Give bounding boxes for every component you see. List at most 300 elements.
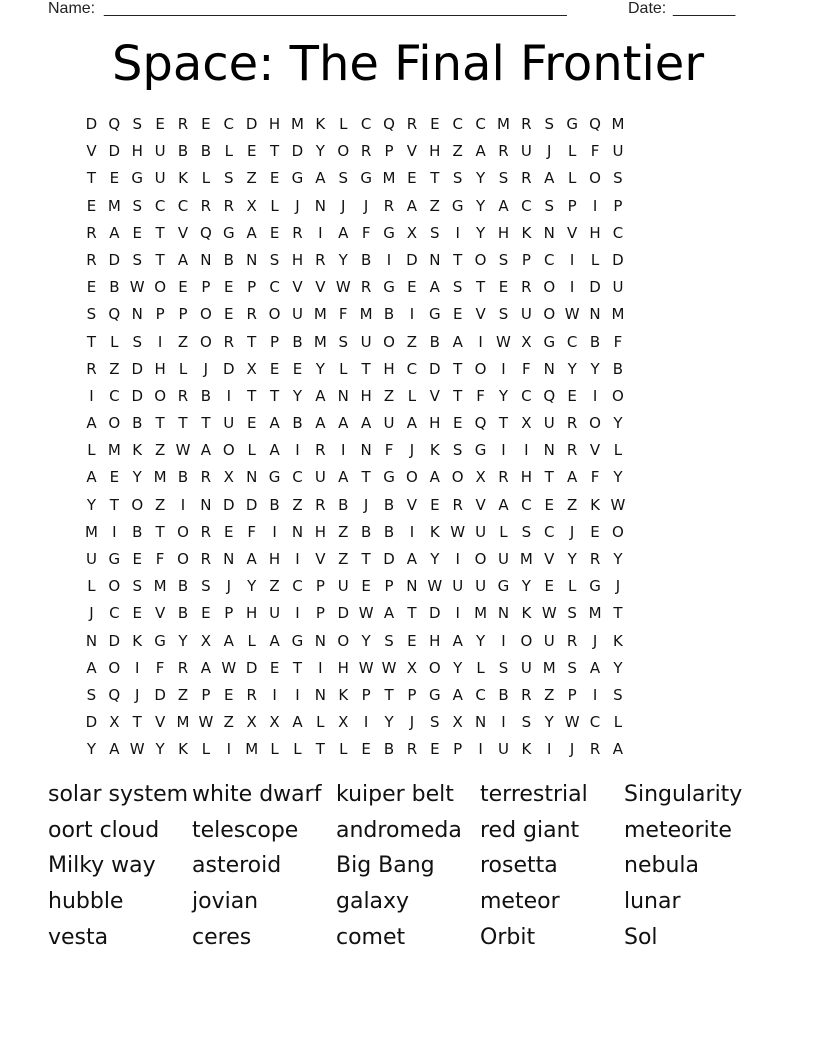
grid-letter: B (200, 386, 212, 405)
grid-letter: O (383, 332, 395, 351)
grid-letter: O (108, 577, 121, 596)
grid-letter: F (590, 468, 600, 487)
grid-letter: Y (498, 386, 509, 405)
grid-letter: R (406, 115, 418, 133)
grid-letter: W (564, 713, 580, 732)
grid-row (80, 519, 740, 546)
grid-letter: B (177, 604, 189, 623)
grid-letter: U (612, 142, 624, 161)
grid-letter: I (501, 631, 506, 650)
grid-letter: M (382, 169, 396, 188)
grid-letter: A (544, 169, 555, 188)
grid-letter: R (200, 468, 212, 487)
grid-letter: R (200, 550, 212, 568)
grid-letter: E (498, 278, 509, 297)
grid-letter: H (154, 359, 166, 378)
grid-letter: B (589, 332, 601, 351)
grid-letter: S (224, 169, 234, 188)
grid-letter: Q (108, 305, 121, 324)
grid-letter: K (132, 631, 143, 650)
grid-letter: X (269, 713, 280, 732)
grid-letter: H (429, 631, 441, 650)
grid-letter: Y (132, 468, 142, 487)
grid-letter: Y (315, 142, 325, 161)
grid-row (80, 165, 740, 192)
grid-letter: R (589, 740, 601, 759)
word-bank-item: ceres (192, 924, 252, 950)
grid-letter: E (132, 223, 142, 242)
grid-letter: S (613, 685, 623, 704)
word-bank-item: andromeda (336, 817, 462, 843)
grid-letter: Q (474, 414, 487, 433)
word-bank-row (48, 779, 768, 815)
grid-letter: A (200, 441, 212, 460)
grid-letter: N (314, 196, 326, 215)
grid-letter: A (223, 631, 234, 650)
grid-letter: R (315, 441, 326, 460)
grid-letter: Q (108, 115, 121, 133)
grid-letter: J (409, 713, 415, 732)
grid-letter: S (544, 196, 555, 215)
grid-letter: J (363, 495, 369, 514)
grid-letter: I (501, 713, 506, 732)
grid-letter: M (176, 713, 190, 732)
grid-letter: B (269, 495, 280, 514)
word-bank-item: meteor (480, 889, 560, 915)
grid-letter: A (567, 468, 578, 487)
grid-letter: I (386, 250, 392, 269)
grid-letter: U (497, 740, 509, 759)
grid-letter: R (521, 115, 532, 133)
grid-letter: E (269, 223, 280, 242)
word-bank-item: terrestrial (480, 782, 588, 807)
grid-letter: T (247, 332, 257, 351)
grid-letter: E (361, 577, 371, 596)
grid-letter: U (383, 414, 395, 433)
grid-letter: G (383, 468, 395, 487)
grid-letter: A (383, 604, 395, 623)
grid-letter: O (199, 332, 212, 351)
grid-letter: L (224, 142, 233, 161)
grid-letter: L (178, 359, 188, 378)
grid-letter: N (543, 359, 555, 378)
grid-letter: G (222, 223, 235, 242)
grid-letter: B (338, 495, 349, 514)
grid-letter: L (270, 196, 279, 215)
grid-letter: N (337, 386, 349, 405)
grid-letter: N (406, 577, 418, 596)
grid-letter: A (498, 495, 509, 514)
grid-letter: A (452, 631, 463, 650)
grid-letter: L (270, 740, 279, 759)
grid-letter: W (358, 604, 374, 623)
grid-letter: G (383, 278, 395, 297)
grid-letter: F (522, 359, 531, 378)
grid-letter: T (109, 495, 119, 514)
grid-letter: T (498, 414, 509, 433)
grid-letter: N (497, 604, 510, 623)
grid-letter: X (521, 332, 532, 351)
grid-letter: B (360, 522, 372, 541)
grid-letter: I (547, 740, 552, 759)
grid-letter: I (318, 658, 323, 677)
grid-letter: P (384, 577, 394, 596)
word-bank-item: nebula (624, 853, 699, 879)
name-label: Name: (48, 0, 96, 17)
grid-letter: Z (544, 685, 555, 704)
grid-letter: V (315, 550, 326, 568)
grid-letter: R (315, 495, 326, 514)
date-field[interactable]: _______ (673, 0, 736, 17)
grid-letter: U (269, 604, 281, 623)
grid-letter: C (475, 685, 486, 704)
grid-letter: N (246, 250, 258, 269)
grid-letter: E (590, 522, 600, 541)
grid-letter: C (544, 250, 555, 269)
grid-letter: D (223, 359, 235, 378)
grid-letter: P (315, 604, 325, 623)
grid-letter: S (498, 305, 509, 324)
name-field[interactable]: ____________________________________________________ (104, 0, 567, 17)
grid-letter: H (131, 142, 143, 161)
grid-letter: S (521, 713, 532, 732)
grid-letter: N (291, 522, 304, 541)
grid-row (80, 492, 740, 519)
grid-row (80, 111, 740, 138)
grid-row (80, 709, 740, 736)
date-label: Date: (628, 0, 667, 17)
grid-letter: I (226, 740, 231, 759)
grid-letter: Y (567, 550, 577, 568)
grid-letter: I (363, 713, 369, 732)
grid-letter: U (452, 577, 464, 596)
grid-letter: Y (544, 713, 554, 732)
grid-letter: B (292, 414, 303, 433)
grid-letter: R (566, 631, 578, 650)
grid-letter: D (406, 250, 418, 269)
grid-letter: L (87, 441, 96, 460)
grid-letter: I (569, 250, 575, 269)
grid-letter: E (224, 522, 234, 541)
grid-letter: A (406, 196, 418, 215)
grid-letter: C (292, 468, 303, 487)
word-bank (48, 779, 768, 957)
grid-letter: P (247, 278, 257, 297)
grid-letter: N (360, 441, 372, 460)
grid-letter: M (588, 604, 602, 623)
grid-letter: D (337, 604, 350, 623)
grid-letter: N (246, 468, 258, 487)
grid-letter: B (177, 142, 189, 161)
grid-letter: W (198, 713, 214, 732)
grid-letter: K (521, 740, 532, 759)
grid-letter: X (246, 196, 257, 215)
grid-letter: A (338, 223, 349, 242)
grid-letter: K (429, 441, 440, 460)
grid-row (80, 736, 740, 763)
grid-letter: J (89, 604, 94, 623)
grid-letter: Z (338, 522, 349, 541)
grid-letter: A (338, 468, 349, 487)
grid-letter: C (109, 386, 120, 405)
grid-letter: I (295, 685, 300, 704)
grid-letter: E (224, 685, 234, 704)
grid-letter: E (155, 115, 165, 133)
grid-letter: O (428, 658, 441, 677)
grid-letter: H (360, 386, 372, 405)
grid-letter: T (384, 685, 394, 704)
grid-letter: G (428, 305, 441, 324)
grid-letter: H (429, 414, 441, 433)
grid-letter: T (453, 359, 463, 378)
grid-letter: R (360, 278, 372, 297)
grid-row (80, 220, 740, 247)
grid-letter: M (84, 522, 98, 541)
grid-letter: M (107, 196, 121, 215)
grid-letter: E (178, 278, 188, 297)
grid-letter: N (589, 305, 601, 324)
word-bank-item: hubble (48, 889, 124, 915)
grid-letter: B (223, 250, 234, 269)
grid-letter: O (108, 414, 121, 433)
grid-letter: R (521, 169, 532, 188)
grid-letter: T (201, 414, 211, 433)
grid-letter: H (246, 604, 258, 623)
grid-letter: V (567, 223, 578, 242)
grid-letter: Q (543, 386, 556, 405)
grid-letter: D (154, 685, 166, 704)
grid-letter: C (521, 196, 532, 215)
grid-letter: H (497, 223, 510, 242)
grid-letter: U (154, 142, 166, 161)
grid-letter: Y (384, 713, 394, 732)
grid-letter: C (269, 278, 280, 297)
grid-letter: P (155, 305, 165, 324)
grid-letter: S (567, 604, 577, 623)
grid-letter: W (175, 441, 191, 460)
grid-letter: D (108, 142, 121, 161)
grid-letter: U (520, 305, 532, 324)
grid-letter: C (475, 115, 486, 133)
grid-letter: W (450, 522, 466, 541)
grid-letter: R (200, 522, 212, 541)
grid-letter: S (132, 250, 142, 269)
grid-letter: I (318, 223, 323, 242)
grid-letter: S (132, 332, 142, 351)
grid-letter: I (592, 196, 598, 215)
grid-letter: A (269, 414, 280, 433)
grid-letter: P (178, 305, 188, 324)
grid-letter: I (341, 441, 346, 460)
grid-letter: L (247, 441, 256, 460)
grid-letter: T (361, 359, 371, 378)
grid-letter: Y (315, 359, 325, 378)
grid-letter: I (455, 550, 460, 568)
grid-letter: G (383, 223, 395, 242)
grid-letter: R (177, 115, 189, 133)
grid-letter: A (200, 658, 212, 677)
grid-letter: J (569, 522, 575, 541)
grid-letter: T (247, 386, 257, 405)
grid-letter: I (478, 332, 483, 351)
grid-letter: Y (613, 414, 623, 433)
grid-letter: R (566, 441, 578, 460)
grid-letter: E (201, 115, 211, 133)
grid-letter: J (363, 196, 369, 215)
grid-letter: Y (178, 631, 188, 650)
grid-letter: L (567, 142, 577, 161)
word-bank-item: kuiper belt (336, 782, 454, 807)
grid-letter: S (132, 115, 142, 133)
grid-letter: L (590, 250, 600, 269)
grid-letter: P (567, 196, 577, 215)
grid-letter: C (360, 115, 372, 133)
grid-letter: O (268, 305, 281, 324)
grid-letter: V (154, 713, 166, 732)
grid-letter: Z (154, 495, 166, 514)
grid-row (80, 682, 740, 709)
grid-letter: M (153, 577, 167, 596)
grid-letter: T (155, 522, 165, 541)
grid-letter: I (180, 495, 186, 514)
grid-letter: I (478, 740, 483, 759)
grid-row (80, 546, 740, 573)
grid-letter: Y (476, 223, 486, 242)
grid-letter: A (429, 278, 440, 297)
grid-letter: B (383, 495, 395, 514)
grid-letter: L (339, 740, 348, 759)
grid-letter: E (567, 386, 577, 405)
grid-letter: R (223, 332, 234, 351)
grid-letter: N (85, 631, 98, 650)
grid-letter: B (383, 522, 395, 541)
grid-letter: A (315, 414, 326, 433)
grid-letter: T (453, 386, 463, 405)
grid-letter: X (406, 658, 418, 677)
grid-letter: O (612, 386, 624, 405)
grid-letter: Z (292, 495, 303, 514)
grid-letter: U (543, 414, 555, 433)
grid-letter: U (520, 142, 532, 161)
grid-letter: R (566, 414, 578, 433)
grid-letter: B (429, 332, 440, 351)
grid-letter: Y (476, 196, 486, 215)
grid-letter: C (292, 577, 303, 596)
grid-letter: G (131, 169, 144, 188)
word-bank-item: red giant (480, 817, 580, 843)
grid-letter: S (498, 250, 509, 269)
grid-letter: O (337, 631, 350, 650)
grid-letter: H (337, 658, 349, 677)
grid-letter: S (544, 115, 555, 133)
grid-letter: V (475, 305, 486, 324)
grid-letter: D (245, 658, 258, 677)
grid-letter: E (407, 631, 417, 650)
grid-letter: P (384, 142, 394, 161)
grid-letter: E (224, 305, 234, 324)
grid-letter: U (314, 468, 326, 487)
grid-letter: F (590, 142, 600, 161)
grid-letter: A (429, 468, 440, 487)
grid-letter: W (129, 278, 145, 297)
grid-letter: A (406, 550, 418, 568)
grid-letter: I (455, 604, 460, 623)
grid-letter: M (474, 604, 488, 623)
grid-letter: M (359, 305, 373, 324)
grid-letter: J (569, 740, 575, 759)
grid-letter: I (409, 522, 415, 541)
grid-letter: A (315, 169, 326, 188)
grid-letter: I (226, 386, 231, 405)
grid-letter: Y (613, 658, 623, 677)
grid-letter: W (129, 740, 145, 759)
grid-letter: Z (338, 550, 349, 568)
grid-letter: U (291, 305, 303, 324)
grid-letter: X (452, 713, 463, 732)
grid-letter: F (247, 522, 256, 541)
grid-letter: M (313, 305, 327, 324)
grid-letter: O (177, 522, 189, 541)
grid-letter: P (407, 685, 417, 704)
grid-row (80, 247, 740, 274)
grid-letter: C (406, 359, 418, 378)
grid-letter: O (474, 250, 487, 269)
grid-letter: W (541, 604, 557, 623)
grid-letter: B (498, 685, 509, 704)
grid-letter: U (360, 332, 372, 351)
grid-letter: T (132, 713, 142, 732)
grid-letter: Y (613, 550, 623, 568)
grid-letter: Y (521, 577, 531, 596)
grid-letter: B (200, 142, 212, 161)
grid-letter: E (407, 169, 417, 188)
grid-letter: O (131, 495, 144, 514)
grid-letter: J (203, 359, 209, 378)
grid-letter: A (269, 441, 280, 460)
grid-letter: K (521, 604, 532, 623)
grid-letter: R (177, 386, 189, 405)
grid-letter: A (612, 740, 624, 759)
grid-letter: T (407, 604, 417, 623)
grid-row (80, 410, 740, 437)
grid-letter: N (131, 305, 143, 324)
grid-letter: X (200, 631, 212, 650)
grid-letter: D (383, 550, 395, 568)
grid-letter: O (520, 631, 533, 650)
grid-letter: Z (177, 685, 189, 704)
grid-letter: E (430, 115, 440, 133)
grid-letter: G (589, 577, 601, 596)
grid-letter: K (590, 495, 600, 514)
grid-letter: I (135, 658, 140, 677)
grid-letter: E (544, 495, 554, 514)
word-bank-item: Orbit (480, 924, 536, 950)
grid-letter: V (589, 441, 601, 460)
grid-letter: D (612, 250, 624, 269)
grid-letter: X (246, 359, 257, 378)
grid-letter: A (109, 223, 120, 242)
grid-letter: A (315, 386, 326, 405)
grid-letter: A (475, 142, 486, 161)
grid-letter: S (338, 169, 348, 188)
grid-letter: W (381, 658, 397, 677)
grid-letter: K (178, 740, 188, 759)
grid-letter: M (313, 332, 327, 351)
grid-letter: K (429, 522, 440, 541)
grid-letter: I (295, 441, 300, 460)
grid-letter: S (338, 332, 348, 351)
grid-letter: O (222, 441, 235, 460)
